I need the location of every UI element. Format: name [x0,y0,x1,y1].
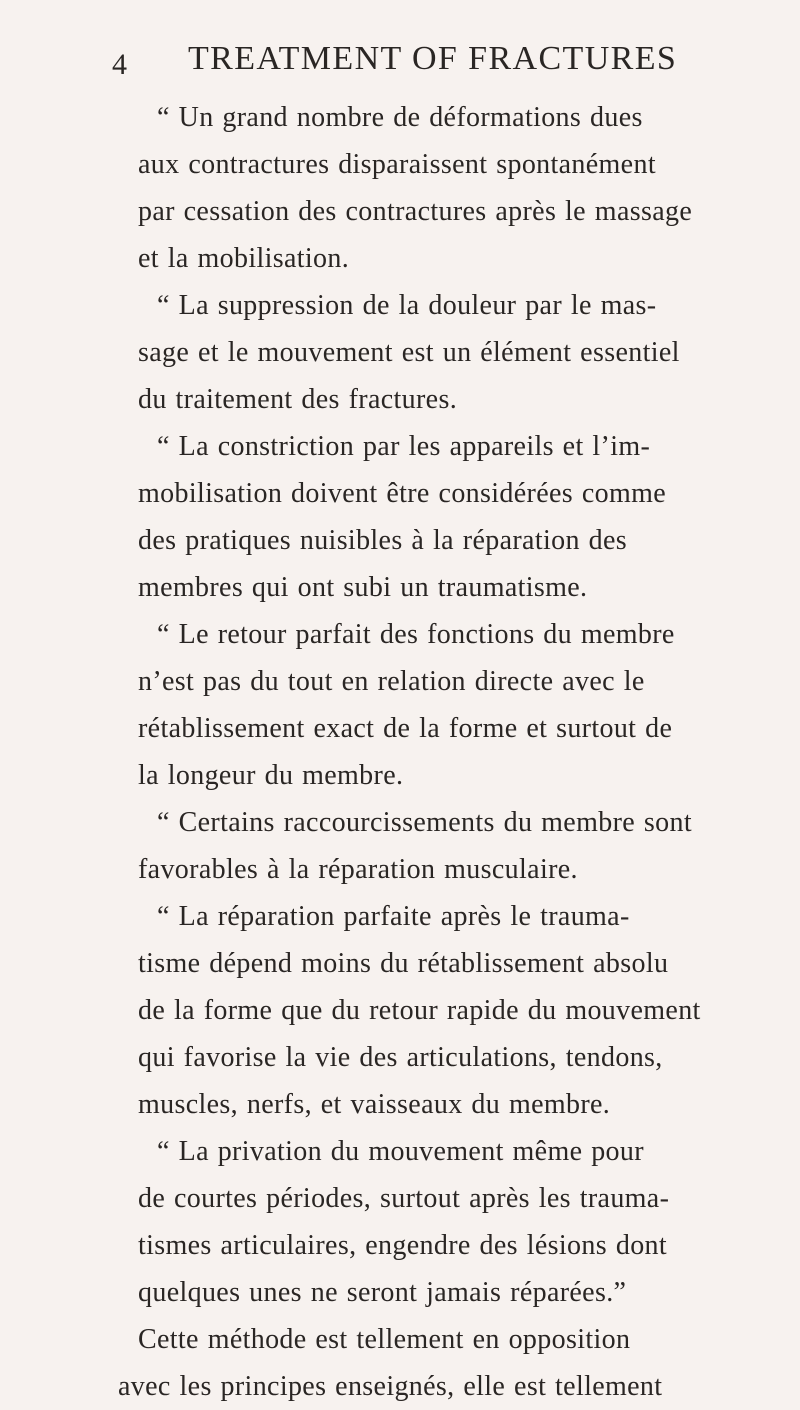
text-line: par cessation des contractures après le massage [138,196,693,227]
text-line: Cette méthode est tellement en opposition [138,1324,631,1355]
text-line: de la forme que du retour rapide du mouvement [138,995,701,1026]
text-line: tismes articulaires, engendre des lésions dont [138,1230,668,1261]
text-line: “ Le retour parfait des fonctions du membre [157,619,675,650]
text-line: de courtes périodes, surtout après les trauma- [138,1183,670,1214]
text-line: “ Un grand nombre de déformations dues [157,102,643,133]
body-text [118,94,758,1410]
text-line: membres qui ont subi un traumatisme. [138,572,588,603]
text-line: “ La suppression de la douleur par le mas- [157,290,657,321]
text-line: la longeur du membre. [138,760,404,791]
text-line: “ La réparation parfaite après le trauma- [157,901,630,932]
text-line: sage et le mouvement est un élément essentiel [138,337,680,368]
text-line: du traitement des fractures. [138,384,458,415]
text-line: quelques unes ne seront jamais réparées.” [138,1277,627,1308]
text-line: muscles, nerfs, et vaisseaux du membre. [138,1089,611,1120]
text-line: des pratiques nuisibles à la réparation des [138,525,628,556]
text-line: “ La constriction par les appareils et l’im- [157,431,651,462]
text-line: n’est pas du tout en relation directe avec le [138,666,645,697]
text-line: tisme dépend moins du rétablissement absolu [138,948,669,979]
text-line: “ Certains raccourcissements du membre sont [157,807,692,838]
text-line: rétablissement exact de la forme et surtout de [138,713,673,744]
text-line: avec les principes enseignés, elle est tellement [118,1371,663,1402]
text-line: aux contractures disparaissent spontanément [138,149,656,180]
running-title: TREATMENT OF FRACTURES [188,40,678,77]
page-header [112,40,752,88]
text-line: qui favorise la vie des articulations, tendons, [138,1042,663,1073]
page-number: 4 [112,48,127,81]
text-line: et la mobilisation. [138,243,350,274]
text-line: “ La privation du mouvement même pour [157,1136,644,1167]
text-line: mobilisation doivent être considérées comme [138,478,667,509]
text-line: favorables à la réparation musculaire. [138,854,578,885]
